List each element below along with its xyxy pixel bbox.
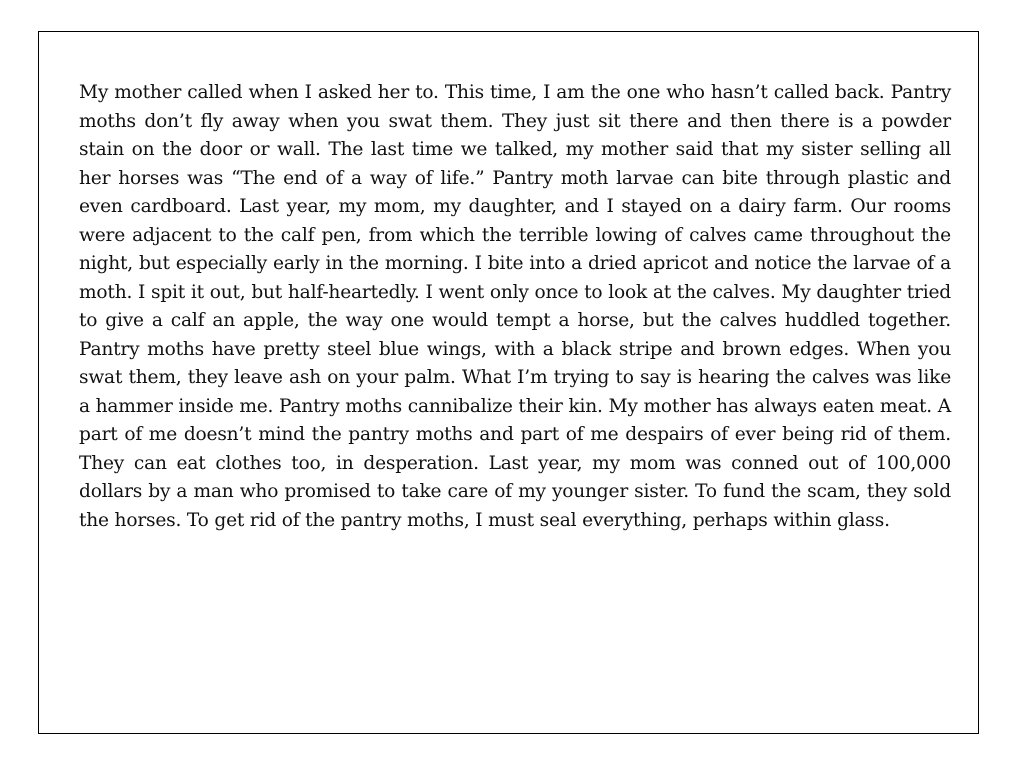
prose-paragraph: My mother called when I asked her to. This time, I am the one who hasn’t called back. Pantry moths don’t fly away when you swat them. They just sit there and then there is a powder stain on the door or wall. The last time we talked, my mother said that my sister selling all her horses was “The end of a way of life.” Pantry moth larvae can bite through plastic and even cardboard. Last year, my mom, my daughter, and I stayed on a dairy farm. Our rooms were adjacent to the calf pen, from which the terrible lowing of calves came throughout the night, but especially early in the morning. I bite into a dried apricot and notice the larvae of a moth. I spit it out, but half-heartedly. I went only once to look at the calves. My daughter tried to give a calf an apple, the way one would tempt a horse, but the calves huddled together. Pantry moths have pretty steel blue wings, with a black stripe and brown edges. When you swat them, they leave ash on your palm. What I’m trying to say is hearing the calves was like a hammer inside me. Pantry moths cannibalize their kin. My mother has always eaten meat. A part of me doesn’t mind the pantry moths and part of me despairs of ever being rid of them. They can eat clothes too, in desperation. Last year, my mom was conned out of 100,000 dollars by a man who promised to take care of my younger sister. To fund the scam, they sold the horses. To get rid of the pantry moths, I must seal everything, perhaps within glass. [79, 82, 951, 531]
text-box-frame [38, 31, 979, 734]
